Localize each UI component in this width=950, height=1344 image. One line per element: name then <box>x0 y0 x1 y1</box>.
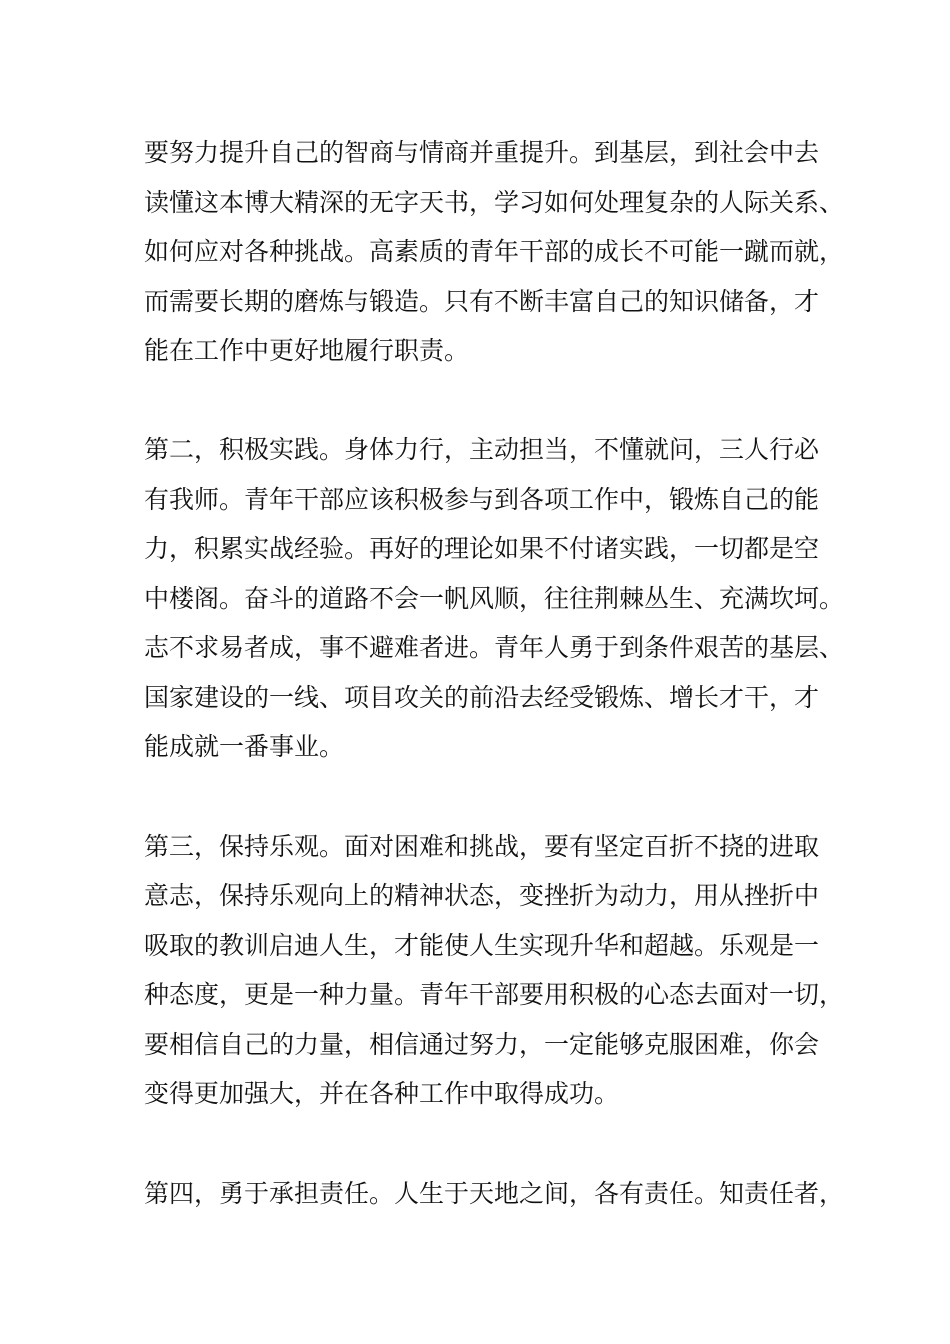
paragraph-1-line-3: 如何应对各种挑战。高素质的青年干部的成长不可能一蹴而就， <box>144 237 845 266</box>
paragraph-3-line-2: 意志，保持乐观向上的精神状态，变挫折为动力，用从挫折中 <box>144 881 820 910</box>
paragraph-2-line-6: 国家建设的一线、项目攻关的前沿去经受锻炼、增长才干，才 <box>144 683 820 712</box>
paragraph-1-line-2: 读懂这本博大精深的无字天书，学习如何处理复杂的人际关系、 <box>144 188 845 217</box>
paragraph-2-line-3: 力，积累实战经验。再好的理论如果不付诸实践，一切都是空 <box>144 534 820 563</box>
paragraph-1-line-1: 要努力提升自己的智商与情商并重提升。到基层，到社会中去 <box>144 138 820 167</box>
paragraph-2-line-1: 第二，积极实践。身体力行，主动担当，不懂就问，三人行必 <box>144 435 820 464</box>
paragraph-4-line-1: 第四，勇于承担责任。人生于天地之间，各有责任。知责任者， <box>144 1179 845 1208</box>
paragraph-1-line-5: 能在工作中更好地履行职责。 <box>144 336 470 365</box>
paragraph-3-line-3: 吸取的教训启迪人生，才能使人生实现升华和超越。乐观是一 <box>144 931 820 960</box>
paragraph-2-line-2: 有我师。青年干部应该积极参与到各项工作中，锻炼自己的能 <box>144 485 820 514</box>
paragraph-1-line-4: 而需要长期的磨炼与锻造。只有不断丰富自己的知识储备，才 <box>144 287 820 316</box>
paragraph-2-line-4: 中楼阁。奋斗的道路不会一帆风顺，往往荆棘丛生、充满坎坷。 <box>144 584 845 613</box>
paragraph-3-line-6: 变得更加强大，并在各种工作中取得成功。 <box>144 1079 620 1108</box>
paragraph-2-line-7: 能成就一番事业。 <box>144 732 345 761</box>
paragraph-3-line-1: 第三，保持乐观。面对困难和挑战，要有坚定百折不挠的进取 <box>144 832 820 861</box>
paragraph-3-line-5: 要相信自己的力量，相信通过努力，一定能够克服困难，你会 <box>144 1030 820 1059</box>
paragraph-2-line-5: 志不求易者成，事不避难者进。青年人勇于到条件艰苦的基层、 <box>144 633 845 662</box>
paragraph-3-line-4: 种态度，更是一种力量。青年干部要用积极的心态去面对一切， <box>144 980 845 1009</box>
